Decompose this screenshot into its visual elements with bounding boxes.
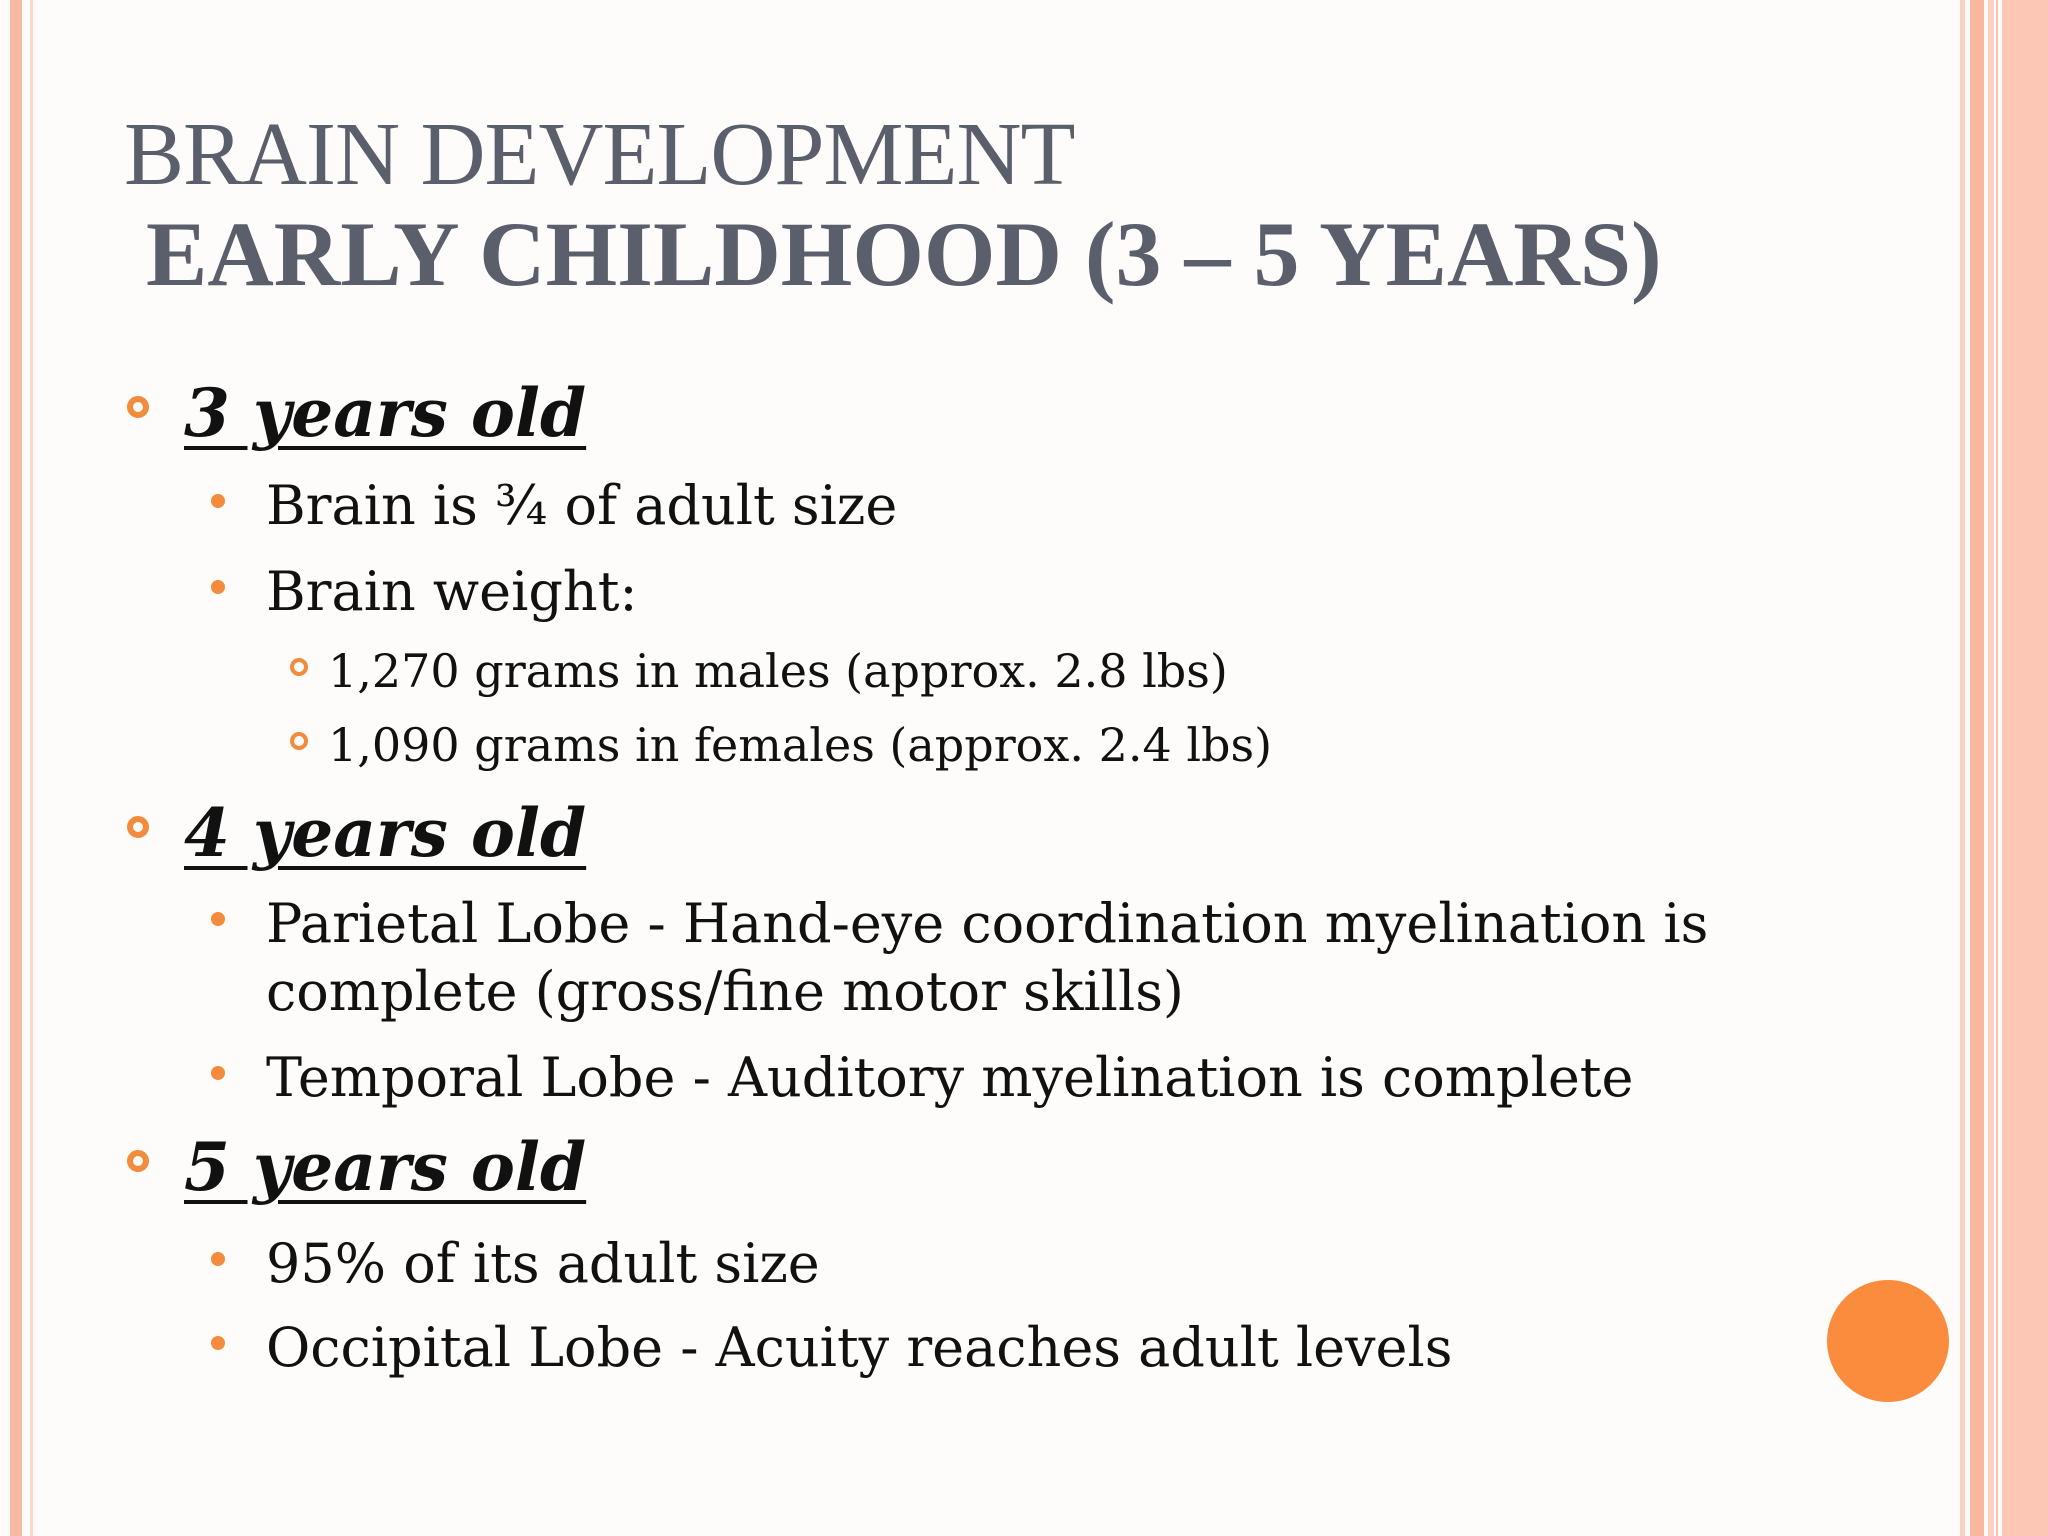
bullet-brain-size: Brain is ¾ of adult size	[266, 474, 898, 537]
dot-bullet-icon	[211, 1066, 225, 1080]
dot-bullet-icon	[211, 494, 225, 508]
bullet-parietal-line2: complete (gross/fine motor skills)	[266, 960, 1184, 1023]
slide-title	[124, 105, 1662, 305]
dot-bullet-icon	[211, 1252, 225, 1266]
bullet-occipital: Occipital Lobe - Acuity reaches adult levels	[266, 1316, 1453, 1379]
dot-bullet-icon	[211, 1336, 225, 1350]
decorative-orange-circle	[1827, 1280, 1949, 1402]
ring-bullet-icon	[127, 816, 149, 838]
right-border-stripe	[1970, 0, 1984, 1536]
section-heading-3-years: 3 years old	[184, 374, 587, 452]
right-border-stripe	[1988, 0, 1994, 1536]
small-ring-bullet-icon	[290, 658, 308, 676]
dot-bullet-icon	[211, 912, 225, 926]
sub-bullet-males: 1,270 grams in males (approx. 2.8 lbs)	[328, 644, 1228, 698]
right-border-stripe	[1960, 0, 1965, 1536]
sub-bullet-females: 1,090 grams in females (approx. 2.4 lbs)	[328, 718, 1273, 772]
dot-bullet-icon	[211, 580, 225, 594]
ring-bullet-icon	[127, 396, 149, 418]
section-heading-5-years: 5 years old	[184, 1128, 587, 1206]
slide-title-line2: EARLY CHILDHOOD (3 – 5 YEARS)	[146, 203, 1662, 305]
bullet-brain-weight: Brain weight:	[266, 560, 638, 623]
bullet-adult-size: 95% of its adult size	[266, 1232, 820, 1295]
ring-bullet-icon	[127, 1150, 149, 1172]
left-border-stripe-thin	[30, 0, 33, 1536]
slide-title-line1: BRAIN DEVELOPMENT	[124, 105, 1075, 204]
right-border-stripe	[2002, 0, 2048, 1536]
small-ring-bullet-icon	[290, 732, 308, 750]
section-heading-4-years: 4 years old	[184, 794, 587, 872]
right-border-stripe	[1996, 0, 1998, 1536]
bullet-parietal-line1: Parietal Lobe - Hand-eye coordination myelination is	[266, 892, 1709, 955]
left-border-stripe	[10, 0, 22, 1536]
bullet-temporal: Temporal Lobe - Auditory myelination is complete	[266, 1046, 1634, 1109]
